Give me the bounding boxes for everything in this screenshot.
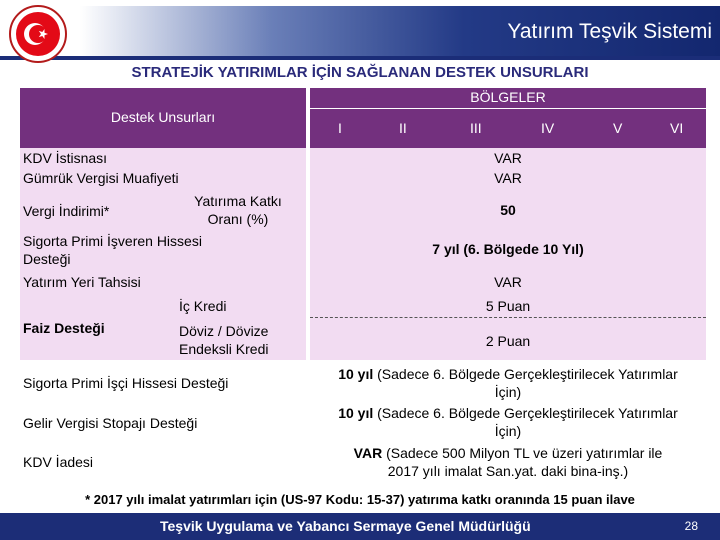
- row-value-gelir-vergisi-text: (Sadece 6. Bölgede Gerçekleştirilecek Yatırımlar: [373, 405, 678, 421]
- row-sublabel-faiz-doviz-2: Endeksli Kredi: [179, 341, 269, 357]
- row-value-gumruk: VAR: [494, 170, 522, 186]
- row-label-sigorta-isveren-2: Desteği: [23, 251, 71, 267]
- app-title: Yatırım Teşvik Sistemi: [507, 20, 712, 43]
- row-sublabel-faiz-doviz-1: Döviz / Dövize: [179, 323, 269, 339]
- row-value-sigorta-isci-2: İçin): [494, 384, 522, 400]
- header-stripe: [0, 56, 720, 60]
- row-value-sigorta-isveren: 7 yıl (6. Bölgede 10 Yıl): [432, 241, 584, 257]
- page-title: STRATEJİK YATIRIMLAR İÇİN SAĞLANAN DESTEK UNSURLARI: [131, 64, 589, 81]
- row-value-sigorta-isci: [310, 366, 706, 383]
- row-value-kdv-istisnasi: VAR: [494, 150, 522, 166]
- row-label-kdv-istisnasi: KDV İstisnası: [23, 150, 108, 166]
- row-value-faiz-doviz: 2 Puan: [485, 333, 531, 349]
- region-2: II: [399, 120, 407, 136]
- row-value-kdv-iadesi-2: 2017 yılı imalat San.yat. daki bina-inş.): [387, 463, 629, 479]
- row-value-kdv-iadesi-bold: VAR: [353, 445, 383, 461]
- row-value-yatirim-yeri: VAR: [494, 274, 522, 290]
- footnote: * 2017 yılı imalat yatırımları için (US-97 Kodu: 15-37) yatırıma katkı oranında 15 puan ilave: [85, 492, 635, 507]
- row-label-faiz: Faiz Desteği: [23, 320, 105, 336]
- footer-org: Teşvik Uygulama ve Yabancı Sermaye Genel Müdürlüğü: [160, 518, 531, 534]
- turkish-emblem-icon: [8, 4, 68, 64]
- row-value-vergi: 50: [500, 202, 516, 218]
- row-value-kdv-iadesi: [310, 445, 706, 462]
- region-5: V: [613, 120, 623, 136]
- page-number: 28: [684, 519, 698, 533]
- row-sublabel-vergi-1: Yatırıma Katkı: [194, 193, 282, 209]
- row-label-yatirim-yeri: Yatırım Yeri Tahsisi: [23, 274, 141, 290]
- row-sublabel-faiz-ic: İç Kredi: [179, 298, 227, 314]
- region-1: I: [338, 120, 342, 136]
- row-value-gelir-vergisi-bold: 10 yıl: [338, 405, 374, 421]
- row-value-faiz-ic: 5 Puan: [485, 298, 531, 314]
- faiz-separator: [310, 317, 706, 318]
- corner-header-label: Destek Unsurları: [110, 109, 216, 125]
- row-value-sigorta-isci-bold: 10 yıl: [338, 366, 374, 382]
- row-label-gelir-vergisi: Gelir Vergisi Stopajı Desteği: [23, 415, 198, 431]
- row-label-gumruk: Gümrük Vergisi Muafiyeti: [23, 170, 179, 186]
- row-value-sigorta-isci-text: (Sadece 6. Bölgede Gerçekleştirilecek Yatırımlar: [373, 366, 678, 382]
- region-4: IV: [541, 120, 555, 136]
- region-3: III: [470, 120, 482, 136]
- row-label-sigorta-isci: Sigorta Primi İşçi Hissesi Desteği: [23, 375, 229, 391]
- regions-header-label: BÖLGELER: [470, 89, 546, 105]
- regions-divider: [310, 108, 706, 109]
- row-sublabel-vergi-2: Oranı (%): [207, 211, 269, 227]
- row-value-kdv-iadesi-text: (Sadece 500 Milyon TL ve üzeri yatırımlar ile: [382, 445, 663, 461]
- row-label-kdv-iadesi: KDV İadesi: [23, 454, 94, 470]
- row-label-vergi: Vergi İndirimi*: [23, 203, 110, 219]
- header: [0, 0, 720, 62]
- region-6: VI: [670, 120, 684, 136]
- row-label-sigorta-isveren-1: Sigorta Primi İşveren Hissesi: [23, 233, 202, 249]
- row-value-gelir-vergisi: [310, 405, 706, 422]
- corner-header-cell: [20, 88, 306, 148]
- row-value-gelir-vergisi-2: İçin): [494, 423, 522, 439]
